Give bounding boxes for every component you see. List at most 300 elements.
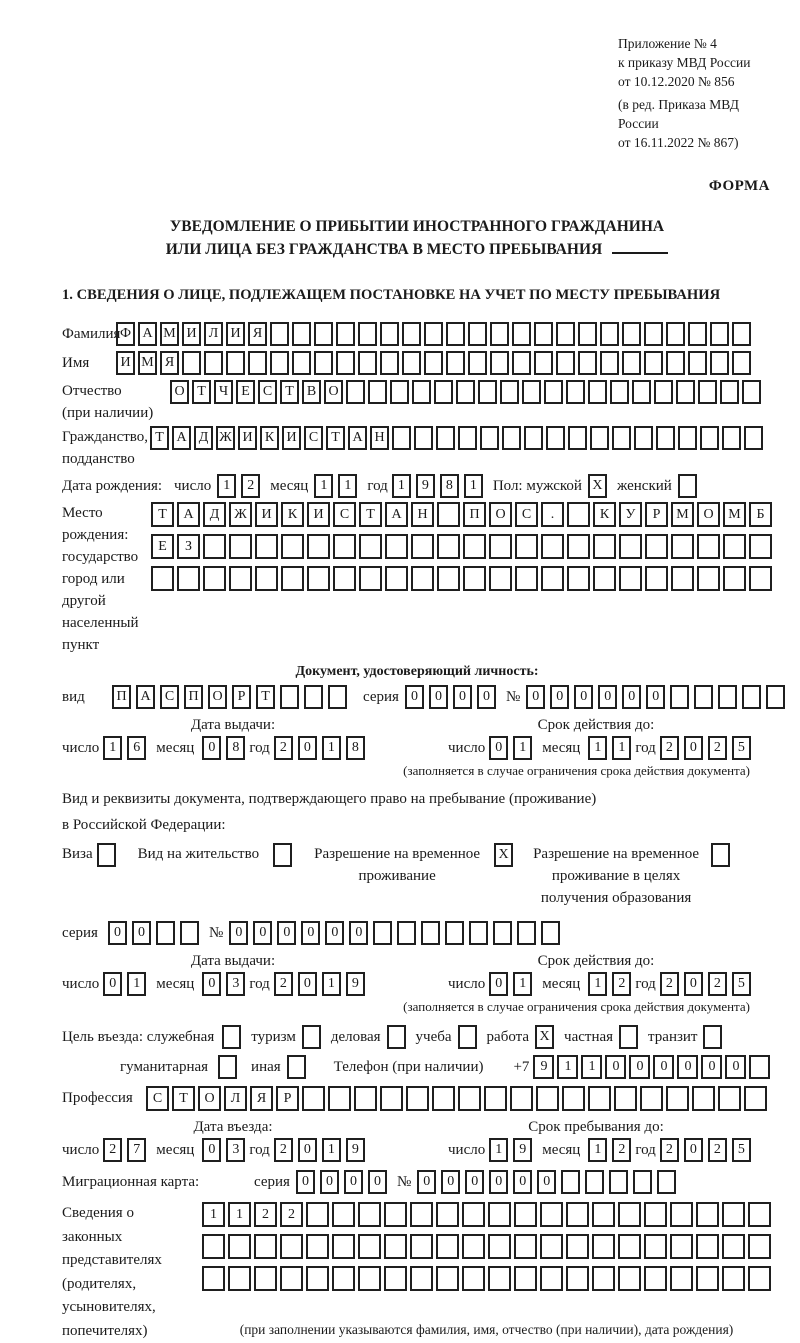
char-cell[interactable]: 0 [725,1055,746,1079]
representatives-cells-1[interactable] [202,1202,771,1227]
char-cell[interactable]: 0 [526,685,545,709]
stay-year-cells[interactable] [660,1138,751,1162]
name-cells[interactable] [116,351,751,375]
char-cell[interactable]: А [385,502,408,527]
temp-residence-checkbox[interactable] [494,843,513,867]
char-cell[interactable] [766,685,785,709]
char-cell[interactable] [566,1202,589,1227]
char-cell[interactable] [468,351,487,375]
char-cell[interactable]: А [172,426,191,450]
char-cell[interactable] [359,566,382,591]
char-cell[interactable] [670,1266,693,1291]
char-cell[interactable] [749,534,772,559]
char-cell[interactable] [718,685,737,709]
char-cell[interactable] [585,1170,604,1194]
char-cell[interactable] [421,921,440,945]
char-cell[interactable]: 0 [574,685,593,709]
char-cell[interactable]: 9 [346,1138,365,1162]
citizenship-cells[interactable] [150,426,763,450]
char-cell[interactable]: 1 [217,474,236,498]
char-cell[interactable]: 2 [274,1138,293,1162]
char-cell[interactable] [522,380,541,404]
char-cell[interactable]: Я [250,1086,273,1111]
char-cell[interactable] [748,1202,771,1227]
purpose-work-checkbox[interactable] [535,1025,554,1049]
char-cell[interactable] [640,1086,663,1111]
char-cell[interactable] [456,380,475,404]
char-cell[interactable]: 1 [322,1138,341,1162]
char-cell[interactable]: 2 [254,1202,277,1227]
char-cell[interactable]: X [494,843,513,867]
char-cell[interactable] [202,1266,225,1291]
char-cell[interactable] [710,351,729,375]
migration-number-cells[interactable] [417,1170,676,1194]
char-cell[interactable]: 0 [684,736,703,760]
char-cell[interactable]: 0 [701,1055,722,1079]
char-cell[interactable]: 7 [127,1138,146,1162]
char-cell[interactable] [694,685,713,709]
char-cell[interactable]: 3 [226,1138,245,1162]
char-cell[interactable]: 0 [629,1055,650,1079]
char-cell[interactable] [458,1025,477,1049]
char-cell[interactable]: Д [194,426,213,450]
visa-checkbox[interactable] [97,843,116,867]
char-cell[interactable]: 0 [202,1138,221,1162]
char-cell[interactable] [644,1266,667,1291]
char-cell[interactable]: 0 [202,972,221,996]
char-cell[interactable] [385,566,408,591]
char-cell[interactable]: 0 [301,921,320,945]
char-cell[interactable] [749,1055,770,1079]
char-cell[interactable] [434,380,453,404]
char-cell[interactable] [478,380,497,404]
char-cell[interactable]: З [177,534,200,559]
char-cell[interactable]: О [697,502,720,527]
char-cell[interactable] [488,1202,511,1227]
char-cell[interactable] [397,921,416,945]
char-cell[interactable] [609,1170,628,1194]
char-cell[interactable]: 2 [103,1138,122,1162]
char-cell[interactable] [696,1234,719,1259]
char-cell[interactable] [666,351,685,375]
char-cell[interactable]: 1 [612,736,631,760]
char-cell[interactable] [567,502,590,527]
char-cell[interactable] [332,1234,355,1259]
char-cell[interactable] [392,426,411,450]
char-cell[interactable] [618,1266,641,1291]
char-cell[interactable] [678,474,697,498]
char-cell[interactable] [358,1266,381,1291]
char-cell[interactable]: Н [411,502,434,527]
char-cell[interactable] [385,534,408,559]
char-cell[interactable] [593,566,616,591]
char-cell[interactable] [742,685,761,709]
char-cell[interactable]: 0 [684,972,703,996]
char-cell[interactable] [462,1266,485,1291]
char-cell[interactable]: 1 [588,736,607,760]
char-cell[interactable] [562,1086,585,1111]
char-cell[interactable] [514,1202,537,1227]
char-cell[interactable]: И [226,322,245,346]
char-cell[interactable]: 0 [298,972,317,996]
char-cell[interactable]: Т [172,1086,195,1111]
issue1-month-cells[interactable] [202,736,245,760]
purpose-other-checkbox[interactable] [287,1055,306,1079]
char-cell[interactable] [281,534,304,559]
char-cell[interactable] [697,566,720,591]
sex-female-checkbox[interactable] [678,474,697,498]
char-cell[interactable]: 0 [489,972,508,996]
char-cell[interactable] [678,426,697,450]
char-cell[interactable]: 2 [708,1138,727,1162]
char-cell[interactable]: 0 [368,1170,387,1194]
char-cell[interactable] [515,534,538,559]
char-cell[interactable]: 8 [226,736,245,760]
char-cell[interactable]: Ж [229,502,252,527]
char-cell[interactable] [711,843,730,867]
char-cell[interactable]: 1 [513,972,532,996]
char-cell[interactable] [592,1202,615,1227]
char-cell[interactable] [561,1170,580,1194]
char-cell[interactable]: 0 [229,921,248,945]
char-cell[interactable] [380,351,399,375]
char-cell[interactable]: К [260,426,279,450]
char-cell[interactable]: 9 [533,1055,554,1079]
char-cell[interactable]: 1 [588,972,607,996]
char-cell[interactable] [437,566,460,591]
char-cell[interactable] [314,322,333,346]
char-cell[interactable] [358,351,377,375]
char-cell[interactable] [710,322,729,346]
char-cell[interactable] [358,1234,381,1259]
char-cell[interactable] [248,351,267,375]
char-cell[interactable] [515,566,538,591]
char-cell[interactable]: 2 [241,474,260,498]
char-cell[interactable] [229,566,252,591]
char-cell[interactable]: 0 [550,685,569,709]
char-cell[interactable] [204,351,223,375]
stay-month-cells[interactable] [588,1138,631,1162]
char-cell[interactable]: И [116,351,135,375]
char-cell[interactable] [512,322,531,346]
char-cell[interactable] [292,322,311,346]
char-cell[interactable]: 0 [108,921,127,945]
surname-cells[interactable] [116,322,751,346]
char-cell[interactable] [622,322,641,346]
char-cell[interactable] [446,322,465,346]
char-cell[interactable] [280,685,299,709]
char-cell[interactable] [566,1234,589,1259]
char-cell[interactable] [255,534,278,559]
char-cell[interactable] [436,1202,459,1227]
char-cell[interactable]: 0 [202,736,221,760]
char-cell[interactable]: М [671,502,694,527]
char-cell[interactable]: П [463,502,486,527]
char-cell[interactable] [541,534,564,559]
char-cell[interactable] [332,1202,355,1227]
char-cell[interactable] [610,380,629,404]
char-cell[interactable] [723,534,746,559]
char-cell[interactable] [336,351,355,375]
char-cell[interactable] [490,322,509,346]
char-cell[interactable] [633,1170,652,1194]
issue1-year-cells[interactable] [274,736,365,760]
char-cell[interactable]: К [593,502,616,527]
char-cell[interactable] [270,351,289,375]
birth-day-cells[interactable] [217,474,260,498]
char-cell[interactable] [656,426,675,450]
char-cell[interactable]: 0 [489,1170,508,1194]
char-cell[interactable] [462,1202,485,1227]
char-cell[interactable]: Т [151,502,174,527]
char-cell[interactable] [697,534,720,559]
char-cell[interactable]: 1 [322,736,341,760]
char-cell[interactable] [203,534,226,559]
char-cell[interactable] [514,1266,537,1291]
char-cell[interactable]: 2 [708,736,727,760]
char-cell[interactable] [202,1234,225,1259]
char-cell[interactable] [489,534,512,559]
char-cell[interactable] [480,426,499,450]
char-cell[interactable]: В [302,380,321,404]
char-cell[interactable] [488,1234,511,1259]
char-cell[interactable]: 2 [612,1138,631,1162]
char-cell[interactable] [287,1055,306,1079]
char-cell[interactable] [484,1086,507,1111]
char-cell[interactable]: 9 [346,972,365,996]
char-cell[interactable] [720,380,739,404]
issue2-day-cells[interactable] [103,972,146,996]
char-cell[interactable]: 0 [298,1138,317,1162]
char-cell[interactable] [292,351,311,375]
char-cell[interactable] [670,1234,693,1259]
char-cell[interactable] [644,351,663,375]
char-cell[interactable] [368,380,387,404]
char-cell[interactable] [306,1266,329,1291]
char-cell[interactable]: М [160,322,179,346]
char-cell[interactable]: И [255,502,278,527]
char-cell[interactable] [203,566,226,591]
char-cell[interactable]: 0 [320,1170,339,1194]
char-cell[interactable] [722,1266,745,1291]
char-cell[interactable]: 0 [646,685,665,709]
char-cell[interactable]: 1 [557,1055,578,1079]
char-cell[interactable]: Ж [216,426,235,450]
char-cell[interactable]: . [541,502,564,527]
char-cell[interactable]: 0 [441,1170,460,1194]
char-cell[interactable] [514,1234,537,1259]
char-cell[interactable] [534,351,553,375]
char-cell[interactable] [502,426,521,450]
char-cell[interactable] [314,351,333,375]
char-cell[interactable] [384,1266,407,1291]
char-cell[interactable] [254,1266,277,1291]
char-cell[interactable]: Л [204,322,223,346]
char-cell[interactable]: Р [276,1086,299,1111]
char-cell[interactable]: И [282,426,301,450]
char-cell[interactable]: Т [150,426,169,450]
char-cell[interactable] [446,351,465,375]
char-cell[interactable] [744,1086,767,1111]
char-cell[interactable]: Н [370,426,389,450]
char-cell[interactable]: У [619,502,642,527]
representatives-cells-3[interactable] [202,1266,771,1291]
char-cell[interactable] [354,1086,377,1111]
char-cell[interactable] [692,1086,715,1111]
char-cell[interactable] [666,1086,689,1111]
char-cell[interactable]: Д [203,502,226,527]
char-cell[interactable] [463,566,486,591]
char-cell[interactable]: 2 [612,972,631,996]
char-cell[interactable]: С [160,685,179,709]
char-cell[interactable] [676,380,695,404]
char-cell[interactable] [228,1234,251,1259]
char-cell[interactable] [588,380,607,404]
char-cell[interactable] [304,685,323,709]
valid1-year-cells[interactable] [660,736,751,760]
char-cell[interactable] [644,1202,667,1227]
char-cell[interactable] [568,426,587,450]
purpose-study-checkbox[interactable] [458,1025,477,1049]
edu-residence-checkbox[interactable] [711,843,730,867]
char-cell[interactable]: 0 [429,685,448,709]
char-cell[interactable]: 1 [228,1202,251,1227]
char-cell[interactable] [414,426,433,450]
char-cell[interactable] [463,534,486,559]
char-cell[interactable] [218,1055,237,1079]
char-cell[interactable] [671,566,694,591]
char-cell[interactable]: Т [192,380,211,404]
char-cell[interactable] [612,426,631,450]
char-cell[interactable]: А [138,322,157,346]
birth-month-cells[interactable] [314,474,357,498]
char-cell[interactable] [723,566,746,591]
char-cell[interactable]: 2 [660,736,679,760]
birth-year-cells[interactable] [392,474,483,498]
representatives-cells-2[interactable] [202,1234,771,1259]
char-cell[interactable] [255,566,278,591]
char-cell[interactable] [307,534,330,559]
char-cell[interactable] [489,566,512,591]
char-cell[interactable]: Т [256,685,275,709]
char-cell[interactable] [556,322,575,346]
char-cell[interactable] [410,1202,433,1227]
char-cell[interactable] [358,1202,381,1227]
char-cell[interactable] [333,566,356,591]
char-cell[interactable] [593,534,616,559]
char-cell[interactable]: 0 [537,1170,556,1194]
char-cell[interactable] [151,566,174,591]
char-cell[interactable] [458,1086,481,1111]
char-cell[interactable]: 0 [349,921,368,945]
char-cell[interactable] [346,380,365,404]
char-cell[interactable] [634,426,653,450]
char-cell[interactable] [436,1266,459,1291]
char-cell[interactable]: 1 [513,736,532,760]
char-cell[interactable]: 9 [513,1138,532,1162]
char-cell[interactable]: 2 [274,736,293,760]
char-cell[interactable] [432,1086,455,1111]
char-cell[interactable] [384,1234,407,1259]
char-cell[interactable] [410,1266,433,1291]
char-cell[interactable] [748,1234,771,1259]
char-cell[interactable]: 2 [708,972,727,996]
char-cell[interactable] [534,322,553,346]
char-cell[interactable]: 5 [732,972,751,996]
char-cell[interactable]: И [238,426,257,450]
char-cell[interactable]: 8 [440,474,459,498]
char-cell[interactable]: 0 [103,972,122,996]
char-cell[interactable] [387,1025,406,1049]
char-cell[interactable] [566,380,585,404]
char-cell[interactable]: 6 [127,736,146,760]
char-cell[interactable]: 1 [588,1138,607,1162]
char-cell[interactable]: С [146,1086,169,1111]
char-cell[interactable] [619,534,642,559]
char-cell[interactable] [424,322,443,346]
char-cell[interactable]: 0 [298,736,317,760]
char-cell[interactable] [622,351,641,375]
char-cell[interactable] [540,1266,563,1291]
purpose-commercial-checkbox[interactable] [387,1025,406,1049]
char-cell[interactable]: 9 [416,474,435,498]
sex-male-checkbox[interactable] [588,474,607,498]
char-cell[interactable]: 0 [684,1138,703,1162]
char-cell[interactable] [688,351,707,375]
char-cell[interactable]: 0 [253,921,272,945]
char-cell[interactable] [657,1170,676,1194]
char-cell[interactable]: 5 [732,1138,751,1162]
char-cell[interactable] [493,921,512,945]
char-cell[interactable] [97,843,116,867]
char-cell[interactable] [732,322,751,346]
char-cell[interactable]: 2 [660,972,679,996]
char-cell[interactable] [306,1202,329,1227]
char-cell[interactable] [328,1086,351,1111]
char-cell[interactable] [567,566,590,591]
char-cell[interactable]: Т [359,502,382,527]
char-cell[interactable]: О [208,685,227,709]
valid1-month-cells[interactable] [588,736,631,760]
char-cell[interactable] [644,1234,667,1259]
char-cell[interactable]: Р [232,685,251,709]
char-cell[interactable] [302,1086,325,1111]
char-cell[interactable] [698,380,717,404]
char-cell[interactable] [332,1266,355,1291]
char-cell[interactable] [402,351,421,375]
char-cell[interactable]: 0 [132,921,151,945]
char-cell[interactable]: М [723,502,746,527]
issue2-month-cells[interactable] [202,972,245,996]
char-cell[interactable] [336,322,355,346]
char-cell[interactable]: 2 [280,1202,303,1227]
char-cell[interactable] [488,1266,511,1291]
entry-day-cells[interactable] [103,1138,146,1162]
issue2-year-cells[interactable] [274,972,365,996]
migration-series-cells[interactable] [296,1170,387,1194]
char-cell[interactable] [307,566,330,591]
char-cell[interactable] [228,1266,251,1291]
char-cell[interactable] [280,1266,303,1291]
char-cell[interactable]: И [182,322,201,346]
char-cell[interactable] [567,534,590,559]
char-cell[interactable] [281,566,304,591]
char-cell[interactable]: 0 [622,685,641,709]
char-cell[interactable] [544,380,563,404]
purpose-humanitarian-checkbox[interactable] [218,1055,237,1079]
char-cell[interactable]: О [324,380,343,404]
char-cell[interactable] [654,380,673,404]
